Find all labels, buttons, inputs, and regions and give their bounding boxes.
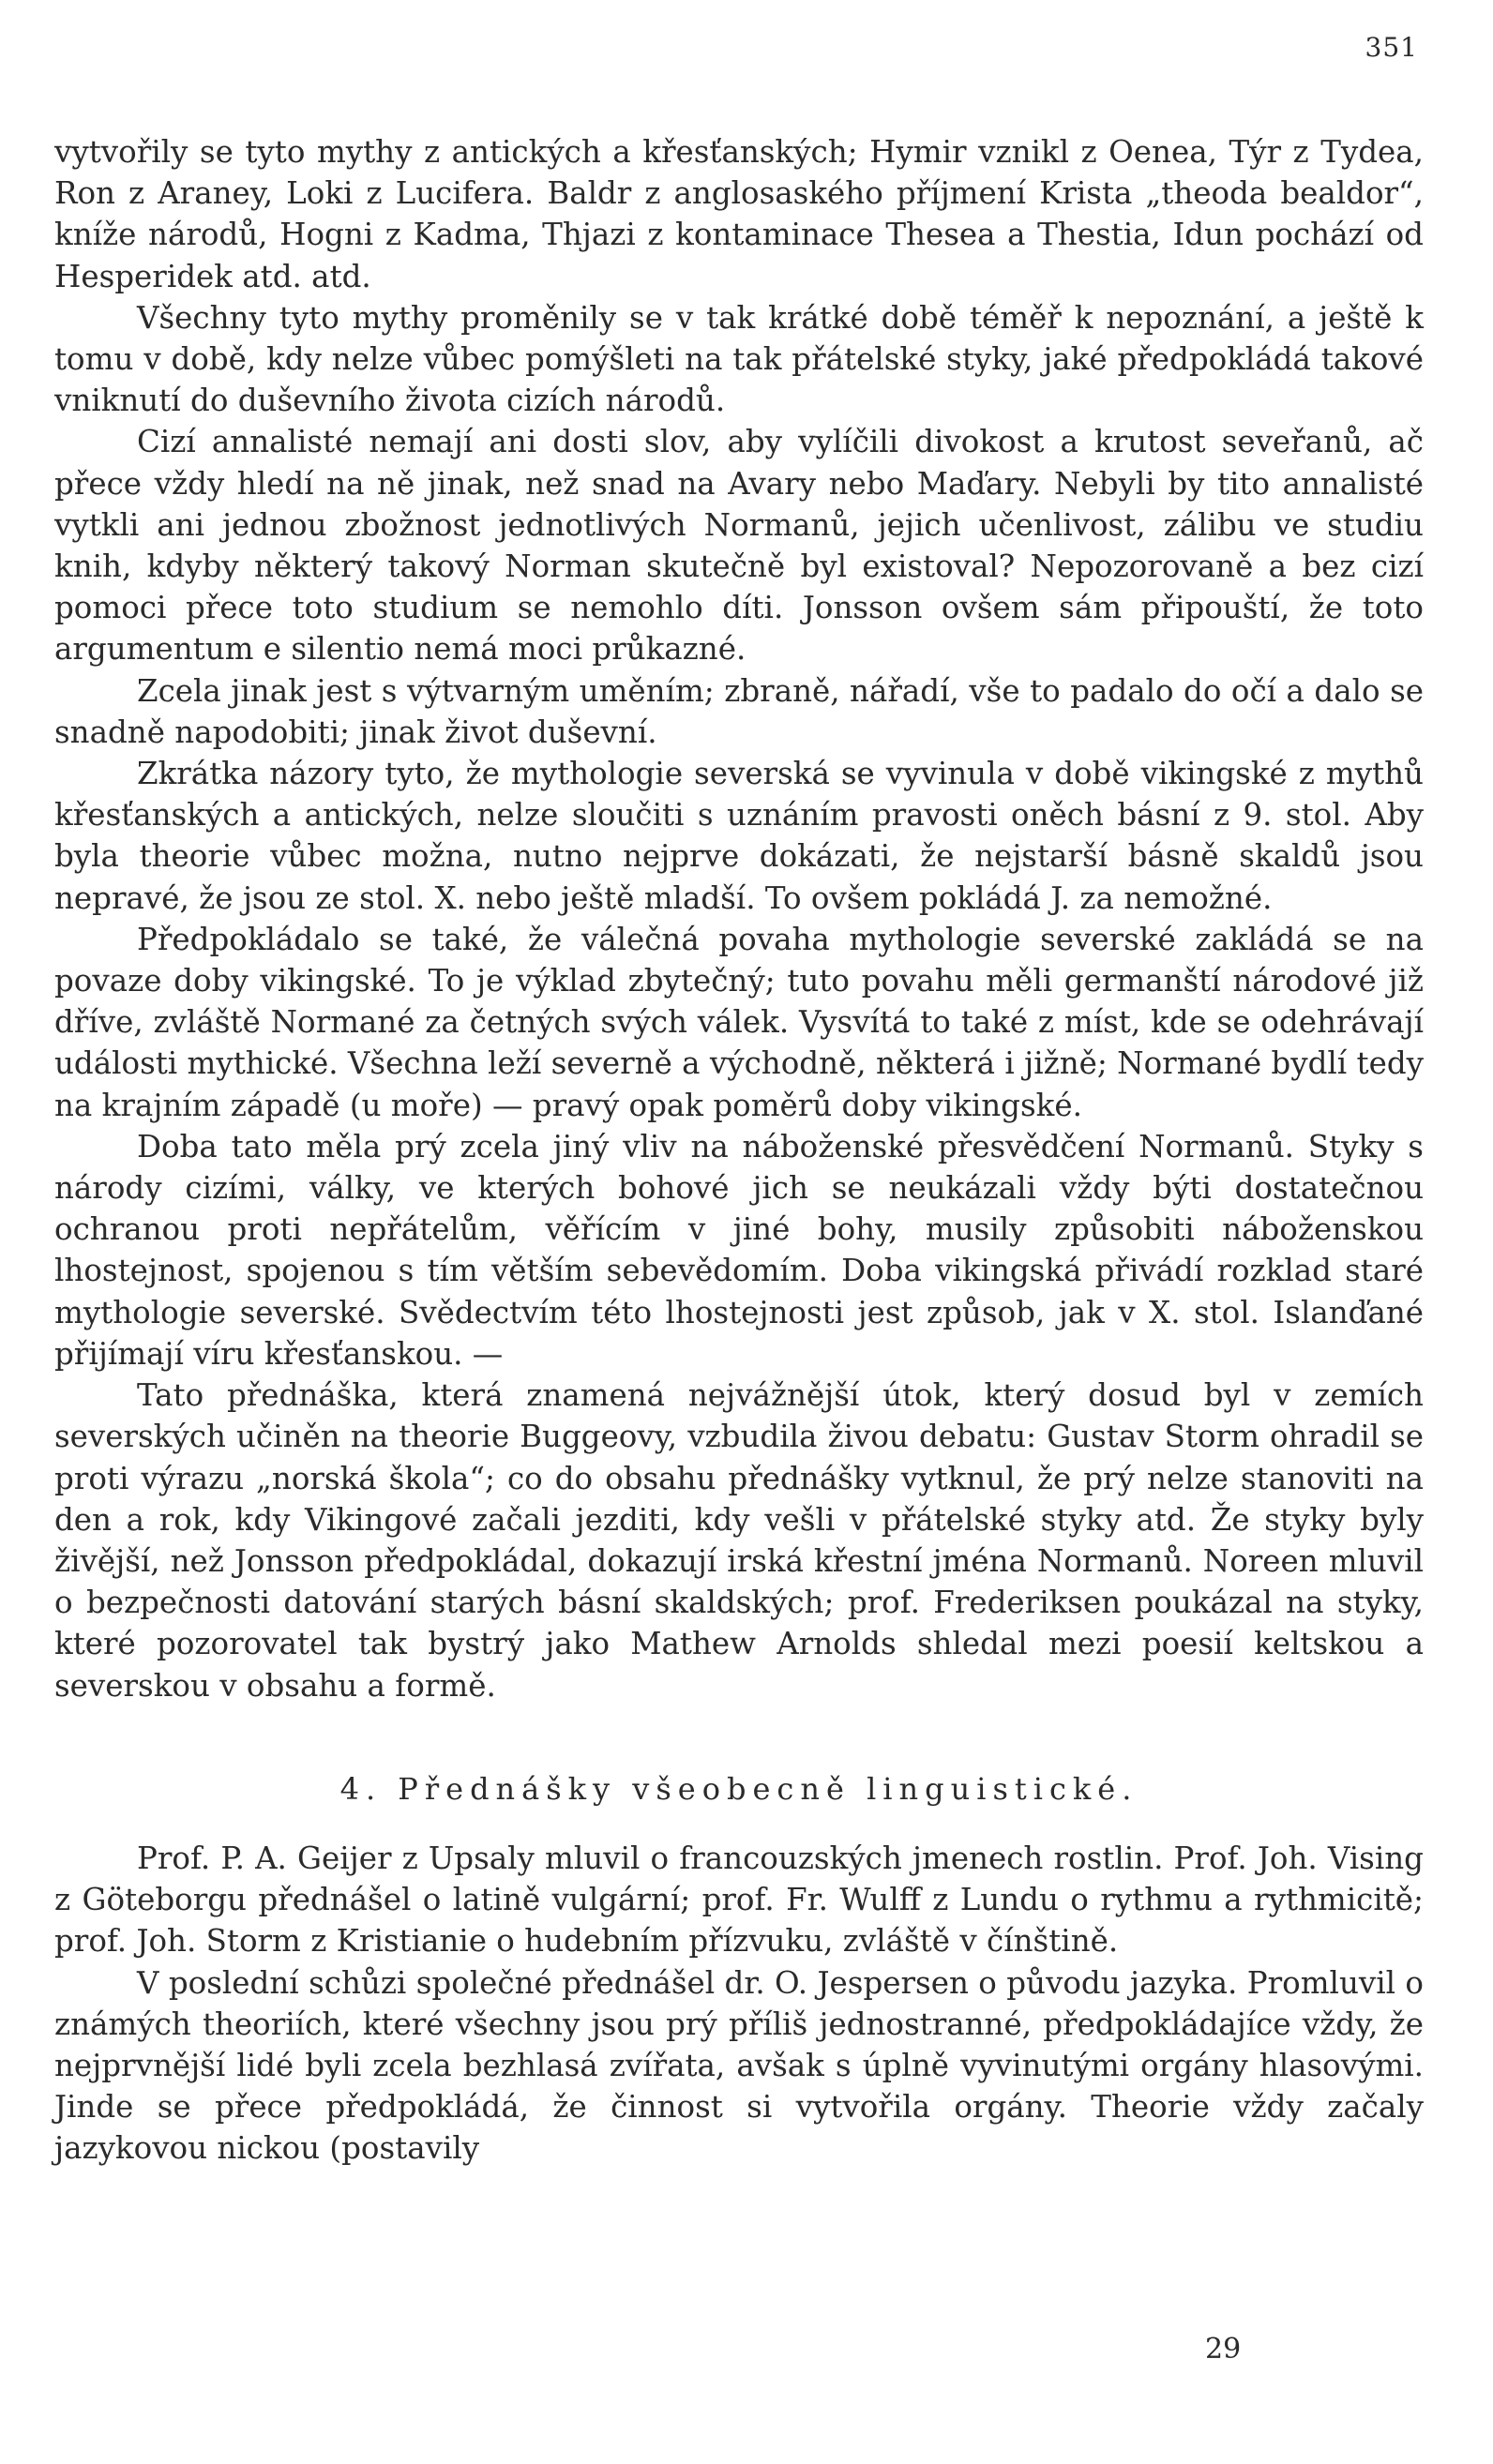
signature-mark: 29: [1205, 2333, 1242, 2366]
paragraph-3: Cizí annalisté nemají ani dosti slov, aby vylíčili divokost a krutost seveřanů, ač přece vždy hledí na ně jinak, než snad na Avary nebo Maďary. Nebyli by tito annalisté vytkli ani jednou zbožnost jednotlivých Normanů, jejich učenlivost, zálibu ve studiu knih, kdyby některý takový Norman skutečně byl existoval? Nepozorovaně a bez cizí pomoci přece toto studium se nemohlo díti. Jonsson ovšem sám připouští, že toto argumentum e silentio nemá moci průkazné.: [54, 424, 1424, 668]
paragraph-4: Zcela jinak jest s výtvarným uměním; zbraně, nářadí, vše to padalo do očí a dalo se snadně napodobiti; jinak život duševní.: [54, 672, 1424, 750]
paragraph-2: Všechny tyto mythy proměnily se v tak krátké době téměř k nepoznání, a ještě k tomu v době, kdy nelze vůbec pomýšleti na tak přátelské styky, jaké předpokládá takové vniknutí do duševního života cizích národů.: [54, 299, 1424, 419]
paragraph-6: Předpokládalo se také, že válečná povaha mythologie severské zakládá se na povaze doby vikingské. To je výklad zbytečný; tuto povahu měli germanští národové již dříve, zvláště Normané za četných svých válek. Vysvítá to také z míst, kde se odehrávají události mythické. Všechna leží severně a východně, některá i jižně; Normané bydlí tedy na krajním západě (u moře) — pravý opak poměrů doby vikingské.: [54, 921, 1424, 1123]
page-number: 351: [1365, 32, 1418, 63]
paragraph-7: Doba tato měla prý zcela jiný vliv na náboženské přesvědčení Normanů. Styky s národy cizími, války, ve kterých bohové jich se neukázali vždy býti dostatečnou ochranou proti nepřátelům, věřícím v jiné bohy, musily způsobiti náboženskou lhostejnost, spojenou s tím větším sebevědomím. Doba vikingská přivádí rozklad staré mythologie severské. Svědectvím této lhostejnosti jest způsob, jak v X. stol. Islanďané přijímají víru křesťanskou. —: [54, 1128, 1424, 1372]
paragraph-5: Zkrátka názory tyto, že mythologie severská se vyvinula v době vikingské z mythů křesťanských a antických, nelze sloučiti s uznáním pravosti oněch básní z 9. stol. Aby byla theorie vůbec možna, nutno nejprve dokázati, že nejstarší básně skaldů jsou nepravé, že jsou ze stol. X. nebo ještě mladší. To ovšem pokládá J. za nemožné.: [54, 756, 1424, 916]
paragraph-9: Prof. P. A. Geijer z Upsaly mluvil o francouzských jmenech rostlin. Prof. Joh. Vising z Göteborgu přednášel o latině vulgární; prof. Fr. Wulff z Lundu o rythmu a rythmicitě; prof. Joh. Storm z Kristianie o hudebním přízvuku, zvláště v čínštině.: [54, 1840, 1424, 1960]
body-text: [54, 131, 1424, 2170]
paragraph-10: V poslední schůzi společné přednášel dr. O. Jespersen o původu jazyka. Promluvil o známých theoriích, které všechny jsou prý příliš jednostranné, předpokládajíce vždy, že nejprvnější lidé byli zcela bezhlasá zvířata, avšak s úplně vyvinutými orgány hlasovými. Jinde se přece předpokládá, že činnost si vytvořila orgány. Theorie vždy začaly jazykovou nickou (postavily: [54, 1964, 1424, 2167]
paragraph-8: Tato přednáška, která znamená nejvážnější útok, který dosud byl v zemích severských učiněn na theorie Buggeovy, vzbudila živou debatu: Gustav Storm ohradil se proti výrazu „norská škola“; co do obsahu přednášky vytknul, že prý nelze stanoviti na den a rok, kdy Vikingové začali jezditi, kdy vešli v přátelské styky atd. Že styky byly živější, než Jonsson předpokládal, dokazují irská křestní jména Normanů. Noreen mluvil o bezpečnosti datování starých básní skaldských; prof. Frederiksen poukázal na styky, které pozorovatel tak bystrý jako Mathew Arnolds shledal mezi poesií keltskou a severskou v obsahu a formě.: [54, 1377, 1424, 1704]
paragraph-1: vytvořily se tyto mythy z antických a křesťanských; Hymir vznikl z Oenea, Týr z Tydea, Ron z Araney, Loki z Lucifera. Baldr z anglosaského příjmení Krista „theoda bealdor“, kníže národů, Hogni z Kadma, Thjazi z kontaminace Thesea a Thestia, Idun pochází od Hesperidek atd. atd.: [54, 134, 1424, 294]
section-heading: 4. Přednášky všeobecně linguistické.: [339, 1770, 1139, 1807]
